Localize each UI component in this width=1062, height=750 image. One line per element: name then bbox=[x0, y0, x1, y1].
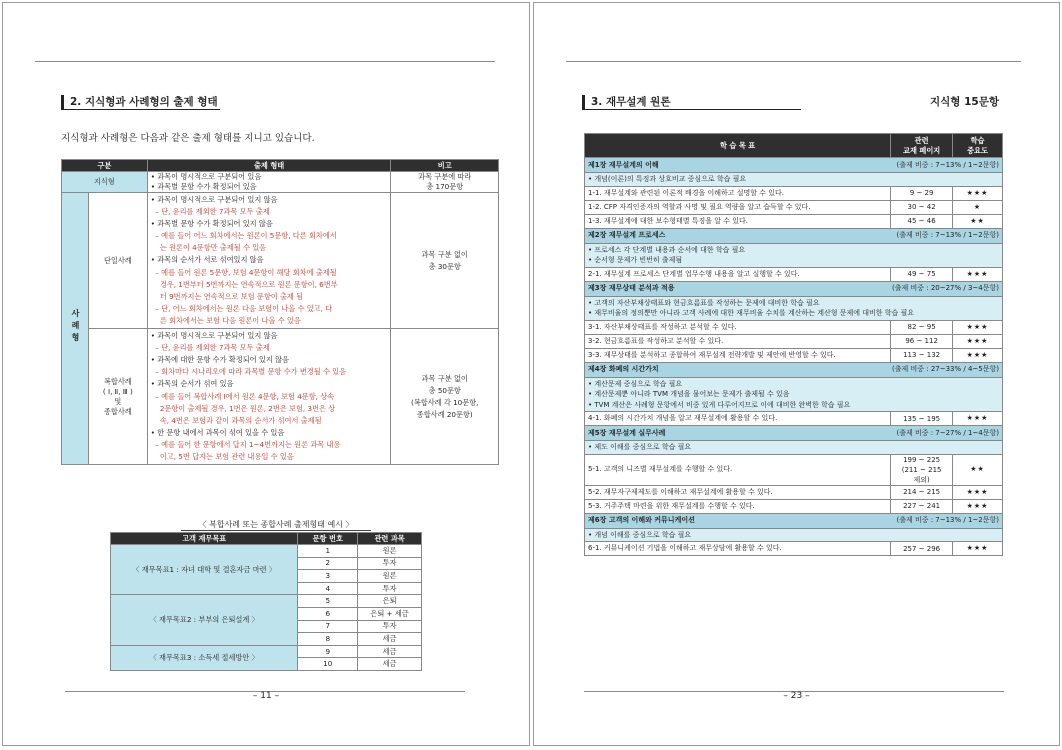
chapter-title: 제3장 재무상태 분석과 적용 bbox=[588, 284, 675, 292]
chapter-title: 제2장 재무설계 프로세스 bbox=[588, 231, 666, 239]
goal-row bbox=[585, 214, 1003, 228]
example-row bbox=[111, 545, 422, 558]
page-range: 199 ~ 225 (211 ~ 215 제외) bbox=[891, 454, 953, 485]
row-label-text: 단일사례 bbox=[103, 255, 132, 265]
chapter-weight: (출제 비중 : 7~13% / 1~2문항) bbox=[896, 160, 999, 169]
importance-stars: ★★★ bbox=[953, 348, 1003, 362]
page-range: 49 ~ 75 bbox=[891, 267, 953, 281]
format-row bbox=[62, 329, 499, 465]
page-range: 9 ~ 29 bbox=[891, 186, 953, 200]
chapter-cell bbox=[585, 426, 1003, 441]
goal-row bbox=[585, 499, 1003, 513]
format-line: 이고, 5번 답지는 보험 관련 내용일 수 있음 bbox=[150, 451, 294, 461]
section-title: 3. 재무설계 원론 bbox=[582, 95, 801, 110]
page-range: 227 ~ 241 bbox=[891, 499, 953, 513]
chapter-row bbox=[585, 426, 1003, 441]
note-line: 총 30문항 bbox=[428, 261, 461, 271]
study-note-row bbox=[585, 377, 1003, 412]
study-note: • 프로세스 각 단계별 내용과 순서에 대한 학습 필요 bbox=[588, 245, 746, 254]
goal-text: 2-1. 재무설계 프로세스 단계별 업무수행 내용을 알고 실행할 수 있다. bbox=[585, 267, 891, 281]
header-note: 비고 bbox=[391, 160, 499, 172]
importance-stars: ★★ bbox=[953, 214, 1003, 228]
goal-text: 5-3. 거주주택 마련을 위한 재무설계를 수행할 수 있다. bbox=[585, 499, 891, 513]
page-number: – 11 – bbox=[252, 691, 280, 701]
note-line: 총 50문항 bbox=[428, 385, 461, 395]
question-number: 2 bbox=[298, 557, 358, 570]
note-line: 종합사례 20문항) bbox=[416, 409, 473, 419]
format-line: 속, 4번은 보험과 같이 과목의 순서가 섞여서 출제됨 bbox=[150, 415, 322, 425]
study-note: • 계산문제뿐 아니라 TVM 개념을 물어보는 문제가 출제될 수 있음 bbox=[588, 390, 790, 398]
header-importance: 학습 중요도 bbox=[953, 134, 1003, 158]
row-label-line: 종합사례 bbox=[103, 406, 132, 416]
format-cell bbox=[147, 329, 391, 465]
study-note-cell bbox=[585, 296, 1003, 320]
note-line: (복합사례 각 10문항, bbox=[411, 397, 479, 407]
format-line: 터 9번까지는 연속적으로 보험 문항이 출제 됨 bbox=[150, 291, 304, 301]
subject: 원론 bbox=[358, 545, 422, 558]
importance-stars: ★★★ bbox=[953, 485, 1003, 499]
goal-cell: 〈 재무목표2 : 부부의 은퇴설계 〉 bbox=[111, 595, 298, 645]
format-line: • 과목별 문항 수가 확정되어 있음 bbox=[150, 182, 257, 191]
format-line: – 단, 윤리를 제외한 7과목 모두 출제 bbox=[150, 343, 270, 353]
chapter-title: 제5장 재무설계 실무사례 bbox=[588, 428, 666, 437]
subject: 투자 bbox=[358, 620, 422, 633]
study-note-cell bbox=[585, 243, 1003, 267]
chapter-cell bbox=[585, 158, 1003, 173]
header-subject: 관련 과목 bbox=[358, 533, 422, 545]
study-note: • TVM 계산은 사례형 문항에서 비중 있게 다루어지므로 이에 대비한 완벽한 학습 필요 bbox=[588, 400, 851, 409]
goal-text: 1-2. CFP 자격인증자의 역할과 사명 및 필요 역량을 알고 습득할 수 있다. bbox=[585, 200, 891, 214]
chapter-row bbox=[585, 158, 1003, 173]
subject: 은퇴 + 세금 bbox=[358, 607, 422, 620]
group-label bbox=[62, 193, 89, 465]
goal-row bbox=[585, 454, 1003, 485]
format-line: 는 원론이 4문항만 출제될 수 있음 bbox=[150, 243, 267, 253]
example-row bbox=[111, 595, 422, 608]
subject: 세금 bbox=[358, 633, 422, 646]
format-row bbox=[62, 193, 499, 329]
study-note: • 순서형 문제가 빈번히 출제됨 bbox=[588, 256, 683, 264]
chapter-row bbox=[585, 513, 1003, 528]
page-range: 30 ~ 42 bbox=[891, 200, 953, 214]
top-rule bbox=[35, 61, 495, 62]
header-goal: 고객 재무목표 bbox=[111, 533, 298, 545]
goal-row bbox=[585, 334, 1003, 348]
chapter-title: 제4장 화폐의 시간가치 bbox=[588, 365, 659, 373]
chapter-weight: (출제 비중 : 7~13% / 1~2문항) bbox=[896, 231, 999, 239]
importance-stars: ★★★ bbox=[953, 334, 1003, 348]
format-line: • 과목이 명시적으로 구분되어 있음 bbox=[150, 172, 262, 181]
chapter-weight: (출제 비중 : 7~13% / 1~2문항) bbox=[896, 516, 999, 524]
note-cell bbox=[391, 329, 499, 465]
goal-row bbox=[585, 485, 1003, 499]
chapter-row bbox=[585, 281, 1003, 296]
subject: 투자 bbox=[358, 582, 422, 595]
goal-row bbox=[585, 186, 1003, 200]
study-note: • 재무비율의 정의뿐만 아니라 고객 사례에 대한 재무비율 수치를 계산하는 계산형 문제에 대비한 학습 필요 bbox=[588, 309, 915, 317]
goal-text: 4-1. 화폐의 시간가치 개념을 알고 재무설계에 활용할 수 있다. bbox=[585, 412, 891, 426]
section-question-count: 지식형 15문항 bbox=[930, 96, 999, 108]
format-line: • 과목이 명시적으로 구분되어 있지 않음 bbox=[150, 331, 278, 341]
chapter-weight: (출제 비중 : 27~33% / 4~5문항) bbox=[892, 365, 999, 373]
goal-text: 1-1. 재무설계와 관련된 이론적 배경을 이해하고 설명할 수 있다. bbox=[585, 186, 891, 200]
goal-text: 3-1. 자산부채상태표를 작성하고 분석할 수 있다. bbox=[585, 320, 891, 334]
subject: 원론 bbox=[358, 570, 422, 583]
top-rule bbox=[566, 61, 1021, 62]
question-number: 3 bbox=[298, 570, 358, 583]
question-number: 9 bbox=[298, 645, 358, 658]
format-line: – 예를 들어 복합사례 Ⅰ에서 원론 4문항, 보험 4문항, 상속 bbox=[150, 391, 335, 401]
exam-format-table bbox=[61, 159, 499, 465]
note-cell bbox=[391, 193, 499, 329]
intro-text: 지식형과 사례형은 다음과 같은 출제 형태를 지니고 있습니다. bbox=[61, 133, 315, 144]
format-line: • 과목의 순서가 서로 섞여있지 않음 bbox=[150, 255, 264, 265]
importance-stars: ★★★ bbox=[953, 320, 1003, 334]
header-number: 문항 번호 bbox=[298, 533, 358, 545]
subject: 세금 bbox=[358, 658, 422, 671]
format-line: • 과목이 명시적으로 구분되어 있지 않음 bbox=[150, 195, 278, 204]
goal-row bbox=[585, 200, 1003, 214]
page-range: 135 ~ 195 bbox=[891, 412, 953, 426]
study-note-row bbox=[585, 441, 1003, 455]
goal-text: 6-1. 커뮤니케이션 기법을 이해하고 재무상담에 활용할 수 있다. bbox=[585, 542, 891, 556]
chapter-title: 제1장 재무설계의 이해 bbox=[588, 160, 659, 169]
goal-text: 3-2. 현금흐름표를 작성하고 분석할 수 있다. bbox=[585, 334, 891, 348]
row-label bbox=[88, 193, 147, 329]
chapter-row bbox=[585, 228, 1003, 243]
format-line: 경우, 1번부터 5번까지는 연속적으로 원론 문항이, 6번부 bbox=[150, 279, 338, 289]
study-note: • 개념(이론)의 특징과 상호비교 중심으로 학습 필요 bbox=[588, 175, 747, 183]
study-note-cell bbox=[585, 528, 1003, 542]
note-line: 총 170문항 bbox=[426, 182, 464, 191]
chapter-weight: (출제 비중 : 7~27% / 1~4문항) bbox=[896, 428, 999, 437]
note-line: 과목 구분 없이 bbox=[421, 249, 468, 259]
note-cell bbox=[391, 172, 499, 193]
goal-row bbox=[585, 320, 1003, 334]
page-range: 82 ~ 95 bbox=[891, 320, 953, 334]
header-goal: 학 습 목 표 bbox=[585, 134, 891, 158]
subject: 은퇴 bbox=[358, 595, 422, 608]
chapter-cell bbox=[585, 228, 1003, 243]
row-label-line: 및 bbox=[114, 396, 122, 406]
page-range: 113 ~ 132 bbox=[891, 348, 953, 362]
row-label-line: 복합사례 bbox=[103, 376, 132, 386]
header-category: 구분 bbox=[62, 160, 148, 172]
format-line: • 과목별 문항 수가 확정되어 있지 않음 bbox=[150, 219, 273, 229]
format-line: • 과목에 대한 문항 수가 확정되어 있지 않음 bbox=[150, 355, 289, 365]
format-line: 른 회차에서는 보험 다음 원론이 나올 수 있음 bbox=[150, 315, 301, 325]
importance-stars: ★★★ bbox=[953, 267, 1003, 281]
study-note-row bbox=[585, 296, 1003, 320]
row-label-line: ( Ⅰ, Ⅱ, Ⅲ ) bbox=[102, 386, 133, 396]
chapter-cell bbox=[585, 281, 1003, 296]
format-cell bbox=[147, 172, 391, 193]
importance-stars: ★★★ bbox=[953, 186, 1003, 200]
study-note-row bbox=[585, 243, 1003, 267]
goal-row bbox=[585, 348, 1003, 362]
study-note: • 고객의 자산부채상태표와 현금흐름표를 작성하는 문제에 대비한 학습 필요 bbox=[588, 298, 820, 307]
question-number: 5 bbox=[298, 595, 358, 608]
subject: 투자 bbox=[358, 557, 422, 570]
format-line: – 단, 윤리를 제외한 7과목 모두 출제 bbox=[150, 207, 270, 217]
section-title: 2. 지식형과 사례형의 출제 형태 bbox=[61, 95, 220, 110]
question-number: 10 bbox=[298, 658, 358, 671]
importance-stars: ★★★ bbox=[953, 499, 1003, 513]
left-page bbox=[2, 2, 530, 746]
right-page bbox=[533, 2, 1060, 746]
format-line: – 예를 들어 한 문항에서 답지 1~4번까지는 원론 과목 내용 bbox=[150, 439, 341, 449]
study-note-row bbox=[585, 173, 1003, 187]
goal-text: 5-1. 고객의 니즈별 재무설계를 수행할 수 있다. bbox=[585, 454, 891, 485]
study-note-cell bbox=[585, 173, 1003, 187]
subject: 세금 bbox=[358, 645, 422, 658]
format-line: – 예를 들어 어느 회차에서는 원론이 5문항, 다른 회차에서 bbox=[150, 231, 337, 241]
importance-stars: ★ bbox=[953, 200, 1003, 214]
goal-row bbox=[585, 542, 1003, 556]
page-range: 214 ~ 215 bbox=[891, 485, 953, 499]
goal-row bbox=[585, 267, 1003, 281]
chapter-cell bbox=[585, 513, 1003, 528]
importance-stars: ★★★ bbox=[953, 542, 1003, 556]
format-line: – 예를 들어 원론 5문항, 보험 4문항이 해당 회차에 출제될 bbox=[150, 267, 337, 277]
format-line: – 단, 어느 회차에서는 원론 다음 보험이 나올 수 있고, 다 bbox=[150, 303, 333, 313]
study-note-cell bbox=[585, 441, 1003, 455]
importance-stars: ★★ bbox=[953, 454, 1003, 485]
format-line: • 한 문항 내에서 과목이 섞여 있을 수 있음 bbox=[150, 427, 285, 437]
row-label: 지식형 bbox=[62, 172, 148, 193]
page-range: 257 ~ 296 bbox=[891, 542, 953, 556]
learning-goals-table bbox=[584, 133, 1003, 556]
group-label-text: 사례형 bbox=[70, 308, 80, 345]
chapter-title: 제6장 고객의 이해와 커뮤니케이션 bbox=[588, 516, 695, 524]
study-note: • 계산문제 중심으로 학습 필요 bbox=[588, 379, 683, 388]
goal-row bbox=[585, 412, 1003, 426]
header-format: 출제 형태 bbox=[147, 160, 391, 172]
example-table bbox=[110, 532, 422, 671]
study-note-cell bbox=[585, 377, 1003, 412]
question-number: 7 bbox=[298, 620, 358, 633]
format-row bbox=[62, 172, 499, 193]
example-caption: 〈 복합사례 또는 종합사례 출제형태 예시 〉 bbox=[181, 519, 371, 531]
study-note: • 제도 이해를 중심으로 학습 필요 bbox=[588, 443, 692, 451]
header-pages: 관련 교재 페이지 bbox=[891, 134, 953, 158]
goal-text: 3-3. 재무상태를 분석하고 종합하여 재무설계 전략개발 및 제안에 반영할 수 있다. bbox=[585, 348, 891, 362]
chapter-cell bbox=[585, 362, 1003, 377]
question-number: 1 bbox=[298, 545, 358, 558]
row-label bbox=[88, 329, 147, 465]
study-note: • 개념 이해를 중심으로 학습 필요 bbox=[588, 530, 692, 539]
question-number: 8 bbox=[298, 633, 358, 646]
format-line: – 회차마다 시나리오에 따라 과목별 문항 수가 변경될 수 있음 bbox=[150, 367, 347, 377]
question-number: 6 bbox=[298, 607, 358, 620]
note-line: 과목 구분 없이 bbox=[421, 373, 468, 383]
chapter-weight: (출제 비중 : 20~27% / 3~4문항) bbox=[892, 284, 999, 292]
format-cell bbox=[147, 193, 391, 329]
chapter-row bbox=[585, 362, 1003, 377]
page-range: 45 ~ 46 bbox=[891, 214, 953, 228]
goal-cell: 〈 재무목표3 : 소득세 절세방안 〉 bbox=[111, 645, 298, 670]
goal-text: 5-2. 재무자구제제도를 이해하고 재무설계에 활용할 수 있다. bbox=[585, 485, 891, 499]
page-range: 96 ~ 112 bbox=[891, 334, 953, 348]
goal-cell: 〈 재무목표1 : 자녀 대학 및 결혼자금 마련 〉 bbox=[111, 545, 298, 595]
page-number: – 23 – bbox=[783, 691, 810, 701]
note-line: 과목 구분에 따라 bbox=[418, 172, 472, 181]
goal-text: 1-3. 재무설계에 대한 보수형태별 특징을 알 수 있다. bbox=[585, 214, 891, 228]
format-line: • 과목의 순서가 섞여 있음 bbox=[150, 379, 234, 389]
example-row bbox=[111, 645, 422, 658]
format-line: 2문항이 출제될 경우, 1번은 원론, 2번은 보험, 3번은 상 bbox=[150, 403, 336, 413]
importance-stars: ★★★ bbox=[953, 412, 1003, 426]
question-number: 4 bbox=[298, 582, 358, 595]
study-note-row bbox=[585, 528, 1003, 542]
